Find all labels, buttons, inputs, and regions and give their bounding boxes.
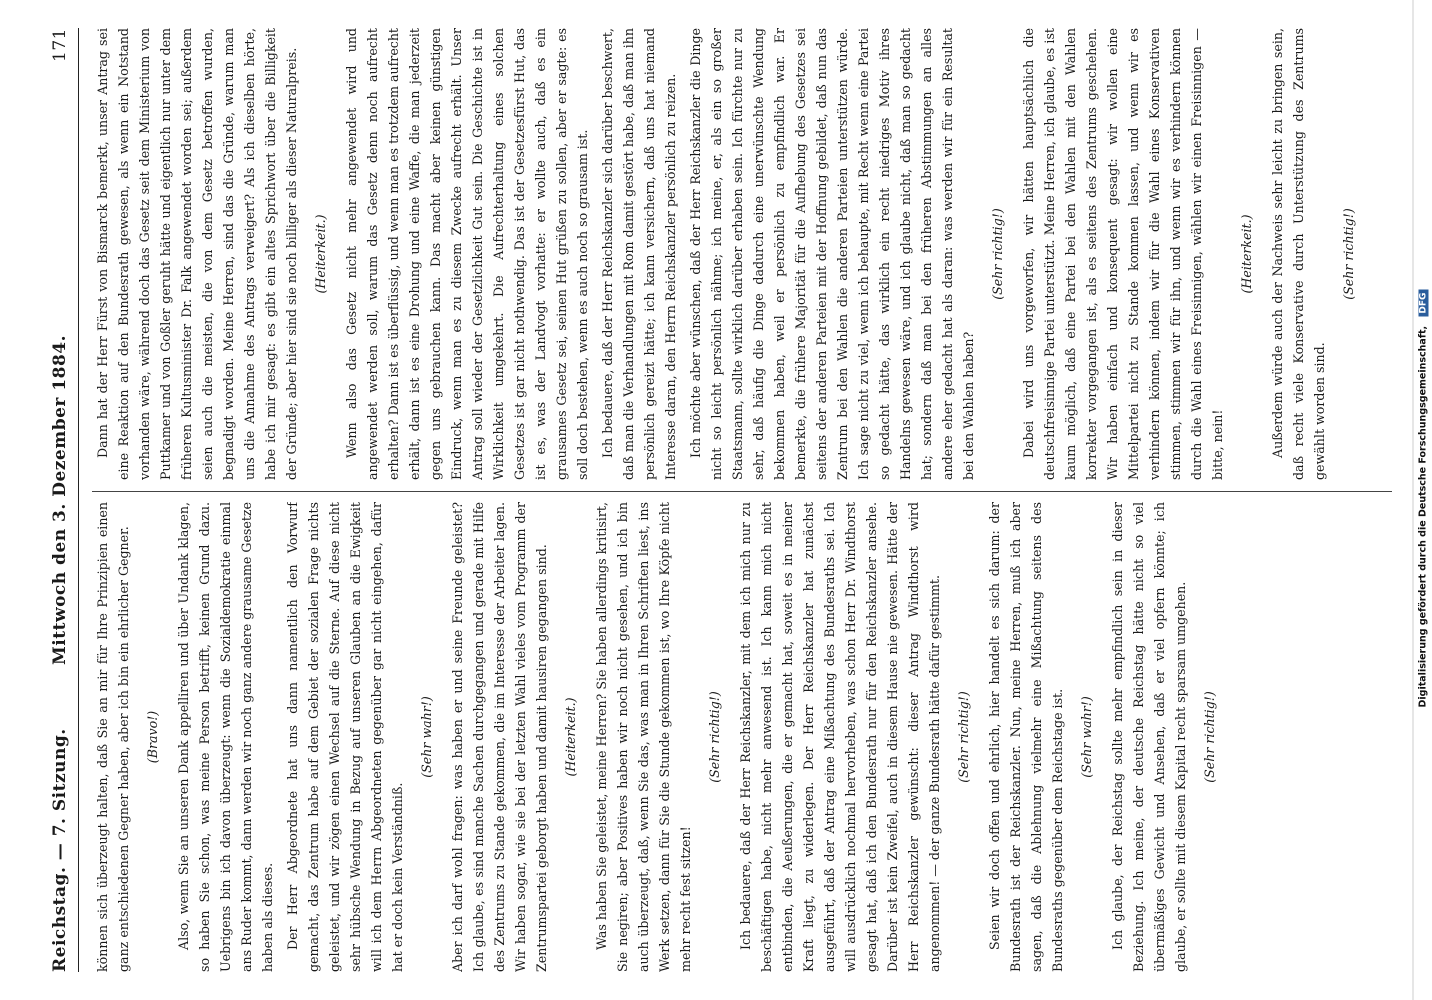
rotated-document	[16, 0, 1416, 1000]
interjection: (Heiterkeit.)	[313, 214, 328, 294]
paragraph: Aber ich darf wohl fragen: was haben er und seine Freunde geleistet? Ich glaube, es sind manche Sachen durchgegangen und gerade mit Hilfe des Zentrums zu Stande gekommen, die im Interesse der Arbeiter lagen. Wir haben sogar, wie sie bei der letzten Wahl vieles vom Programm der Zentrumspartei geborgt haben und damit hausiren gegangen sind.	[450, 502, 549, 972]
interjection: (Sehr richtig!)	[1341, 208, 1356, 300]
interjection: (Sehr richtig!)	[956, 691, 971, 783]
paragraph: Ich bedauere, daß der Herr Reichskanzler sich darüber beschwert, daß man die Verhandlungen mit Rom damit gestört habe, daß man ihn persönlich gereizt hätte; ich kann versichern, daß uns hat niemand Interesse daran, den Herrn Reichskanzler persönlich zu reizen.	[600, 28, 678, 480]
page-header	[38, 28, 79, 972]
interjection: (Sehr richtig!)	[1202, 691, 1217, 783]
paragraph: Wenn also das Gesetz nicht mehr angewendet wird und angewendet werden soll, warum das Gesetz denn noch aufrecht erhalten? Dann ist es überflüssig, und wenn man es trotzdem aufrecht erhält, dann ist es eine Drohung und eine Waffe, die man jederzeit gegen uns gebrauchen kann. Das macht aber keinen günstigen Eindruck, wenn man es zu diesem Zwecke aufrecht erhält. Unser Antrag soll wieder der Gesetzlichkeit Gut sein. Die Geschichte ist in Wirklichkeit umgekehrt. Die Aufrechterhaltung eines solchen Gesetzes ist gar nicht nothwendig. Das ist der Gesetzesfürst Hut, das ist es, was der Landvogt vorhatte: er wollte auch, daß es ein grausames Gesetz sei, seinen Hut grüßen zu sollen, aber er sagte: es soll doch bestehen, wenn es auch noch so grausam ist.	[344, 28, 590, 480]
text-column-right	[92, 28, 1392, 480]
interjection: (Sehr wahr!)	[419, 696, 434, 778]
paragraph: Außerdem würde auch der Nachweis sehr leicht zu bringen sein, daß recht viele Konservative durch Unterstützung des Zentrums gewählt worden sind.	[1270, 28, 1327, 480]
interjection: (Heiterkeit.)	[1239, 214, 1254, 294]
interjection: (Sehr wahr!)	[1079, 696, 1094, 778]
interjection: (Sehr richtig!)	[990, 208, 1005, 300]
paragraph: Dann hat der Herr Fürst von Bismarck bemerkt, unser Antrag sei eine Reaktion auf den Bundesrath gewesen, als wenn ein Notstand vorhanden wäre, während doch das Gesetz seit dem Ministerium von Puttkamer und von Goßler geruht hätte und eigentlich nur unter dem früheren Kultusminister Dr. Falk angewendet worden sei; außerdem seien auch die meisten, die von dem Gesetz betroffen wurden, begnadigt worden. Meine Herren, sind das die Gründe, warum man uns die Annahme des Antrags verweigert? Als ich dieselben hörte, habe ich mir gesagt: es gibt ein altes Sprichwort über die Billigkeit der Gründe; aber hier sind sie noch billiger als dieser Naturalpreis.	[95, 28, 299, 480]
paragraph: Also, wenn Sie an unseren Dank appelliren und über Undank klagen, so haben Sie schon, was meine Person betrifft, keinen Grund dazu. Uebrigens bin ich davon überzeugt: wenn die Sozialdemokratie einmal ans Ruder kommt, dann werden wir noch ganz andere grausame Gesetze haben als dieses.	[176, 502, 275, 972]
paragraph: Ich möchte aber wünschen, daß der Herr Reichskanzler die Dinge nicht so leicht persönlich nähme; ich meine, er, als ein so großer Staatsmann, sollte wirklich darüber erhaben sein. Ich fürchte nur zu sehr, daß häufig die Dinge dadurch eine unerwünschte Wendung bekommen haben, weil er persönlich zu empfindlich war. Er bemerkte, die frühere Majorität für die Aufhebung des Gesetzes sei seitens der anderen Parteien mit der Hoffnung gebildet, daß nun das Zentrum bei den Wahlen die anderen Parteien unterstützen würde. Ich sage nicht zu viel, wenn ich behaupte, mit Recht wenn eine Partei so gedacht hätte, das wirklich ein recht niedriges Motiv ihres Handelns gewesen wäre, und ich glaube nicht, daß man so gedacht hat; sondern daß man bei den früheren Abstimmungen an alles andere eher gedacht hat als daran: was werden wir für ein Resultat bei den Wahlen haben?	[688, 28, 976, 480]
interjection: (Bravo!)	[145, 710, 160, 764]
page-number: 171	[50, 28, 70, 62]
interjection: (Sehr richtig!)	[707, 691, 722, 783]
interjection: (Heiterkeit.)	[563, 697, 578, 777]
paragraph: Was haben Sie geleistet, meine Herren? Sie haben allerdings kritisirt, Sie negiren; aber Positives haben wir noch nicht gesehen, und ich bin auch überzeugt, daß, wenn Sie das, was man in Ihren Schriften liest, ins Werk setzen, dann für Sie die Stunde gekommen ist, wo Ihre Köpfe nicht mehr recht fest sitzen!	[594, 502, 693, 972]
column-divider	[92, 491, 1392, 492]
text-column-left	[92, 502, 1392, 972]
header-session: Reichstag. — 7. Sitzung.	[50, 728, 70, 972]
funding-note	[1414, 0, 1432, 1000]
paragraph: Dabei wird uns vorgeworfen, wir hätten hauptsächlich die deutschfreisinnige Partei unterstützt. Meine Herren, ich glaube, es ist kaum möglich, daß eine Partei bei den Wahlen mit den Wahlen korrekter vorgegangen ist, als es seitens des Zentrums geschehen. Wir haben einfach und konsequent gesagt: wir wollen eine Mittelpartei nicht zu Stande kommen lassen, und wenn wir es verhindern können, indem wir für die Wahl eines Konservativen stimmen, stimmen wir für ihn, und wenn wir es verhindern können durch die Wahl eines Freisinnigen, wählen wir einen Freisinnigen — bitte, nein!	[1021, 28, 1225, 480]
paragraph: Seien wir doch offen und ehrlich, hier handelt es sich darum: der Bundesrath ist der Reichskanzler. Nun, meine Herren, muß ich aber sagen, daß die Ablehnung vielmehr eine Mißachtung seitens des Bundesraths gegenüber dem Reichstage ist.	[987, 502, 1065, 972]
paragraph: Ich glaube, der Reichstag sollte mehr empfindlich sein in dieser Beziehung. Ich meine, der deutsche Reichstag hätte nicht so viel übermäßiges Gewicht und Ansehen, daß er viel opfern könnte; ich glaube, er sollte mit diesem Kapital recht sparsam umgehen.	[1110, 502, 1188, 972]
paragraph: Ich bedauere, daß der Herr Reichskanzler, mit dem ich mich nur zu beschäftigen habe, nicht mehr anwesend ist. Ich kann mich nicht entbinden, die Aeußerungen, die er gemacht hat, soweit es in meiner Kraft liegt, zu widerlegen. Der Herr Reichskanzler hat zunächst ausgeführt, daß der Antrag eine Mißachtung des Bundesraths sei. Ich will ausdrücklich nochmal hervorheben, was schon Herr Dr. Windthorst gesagt hat, daß ich den Bundesrath nur für den Reichskanzler ansehe. Darüber ist kein Zweifel, auch in diesem Hause nie gewesen. Hätte der Herr Reichskanzler gewünscht: dieser Antrag Windthorst wird angenommen! — der ganze Bundesrath hätte dafür gestimmt.	[738, 502, 942, 972]
paragraph: können sich überzeugt halten, daß Sie an mir für Ihre Prinzipien einen ganz entschiedenen Gegner haben, aber ich bin ein ehrlicher Gegner.	[95, 502, 131, 972]
header-date: Mittwoch den 3. Dezember 1884.	[50, 334, 70, 666]
paragraph: Der Herr Abgeordnete hat uns dann namentlich den Vorwurf gemacht, das Zentrum habe auf dem Gebiet der sozialen Frage nichts geleistet, und wir zögen einen Wechsel auf die Sterne. Auf diese nicht sehr hübsche Wendung in Bezug auf unseren Glauben an die Ewigkeit will ich dem Herrn Abgeordneten gegenüber gar nicht eingehen, dafür hat er doch kein Verständniß.	[285, 502, 405, 972]
dfg-logo: DFG	[1419, 290, 1429, 317]
funding-note-text: Digitalisierung gefördert durch die Deutsche Forschungsgemeinschaft,	[1417, 325, 1429, 708]
